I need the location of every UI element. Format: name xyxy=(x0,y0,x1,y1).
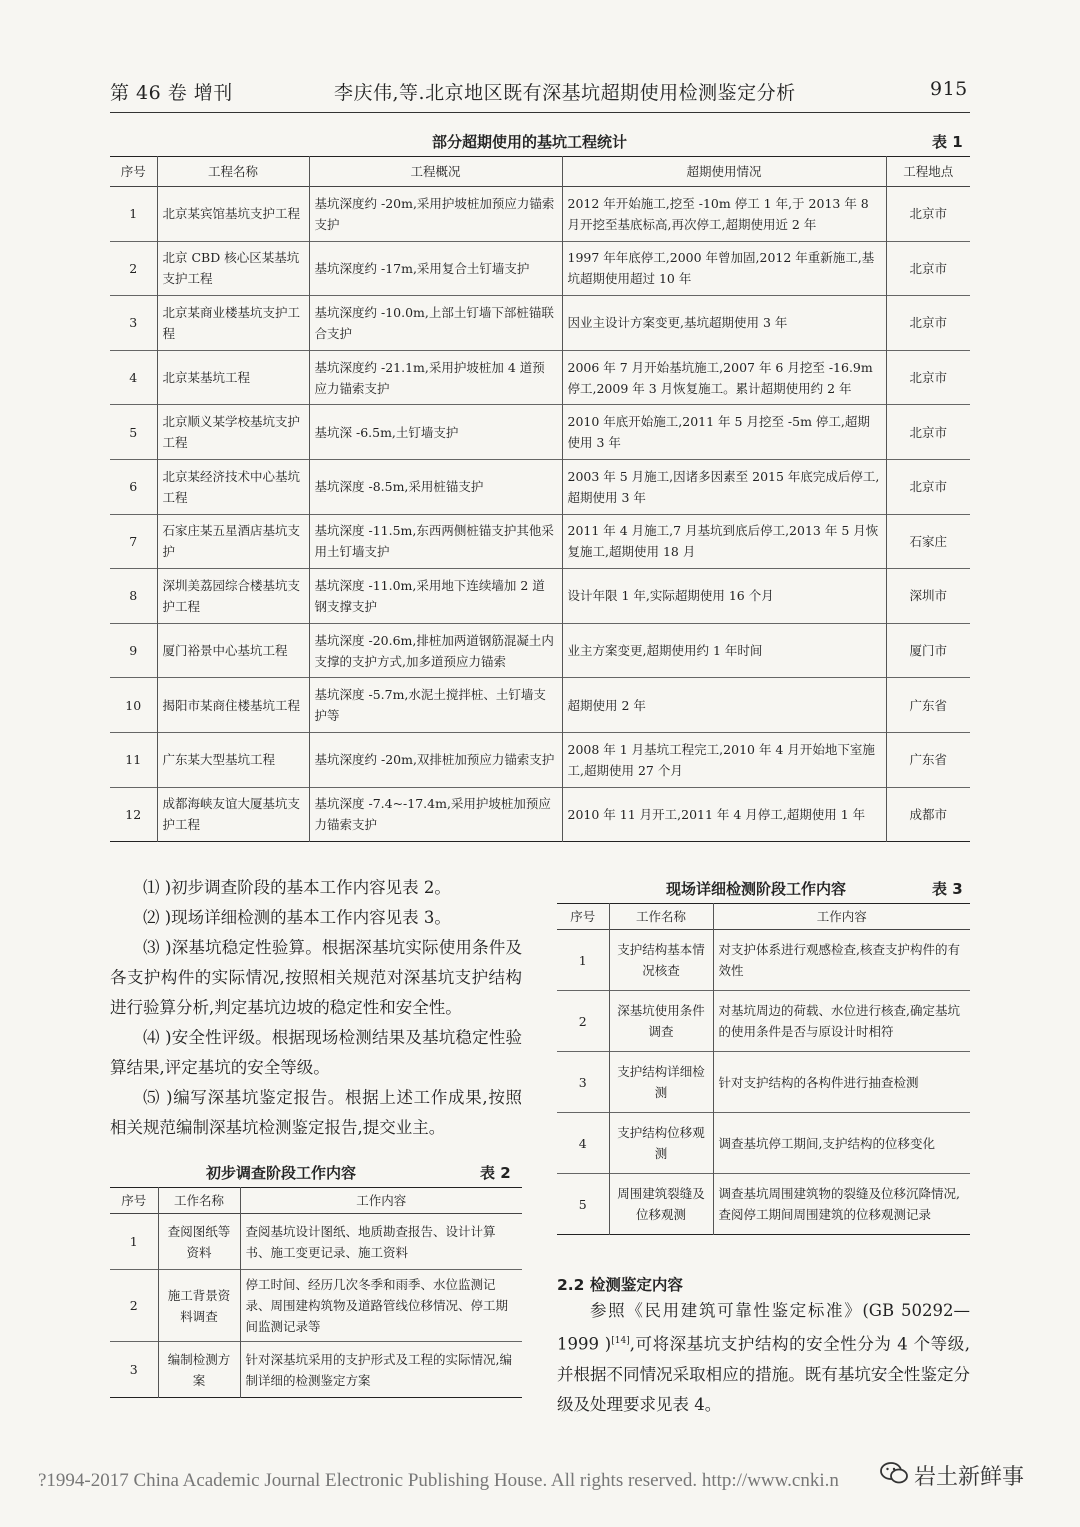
cell-name: 施工背景资料调查 xyxy=(158,1270,240,1342)
table2-label: 表 2 xyxy=(480,1164,511,1182)
table-row xyxy=(110,296,970,351)
table2 xyxy=(110,1187,522,1398)
cell-content: 停工时间、经历几次冬季和雨季、水位监测记录、周围建构筑物及道路管线位移情况、停工期间监测记录等 xyxy=(240,1270,522,1342)
table-row xyxy=(110,623,970,678)
cell-name: 支护结构详细检测 xyxy=(609,1052,713,1113)
col-header: 序号 xyxy=(110,157,157,187)
cell-place: 北京市 xyxy=(886,241,970,296)
cell-name: 北京某基坑工程 xyxy=(157,350,309,405)
cell-no: 3 xyxy=(110,296,157,351)
cell-name: 成都海峡友谊大厦基坑支护工程 xyxy=(157,787,309,842)
col-header: 工程名称 xyxy=(157,157,309,187)
wechat-icon xyxy=(880,1461,908,1491)
cell-name: 广东某大型基坑工程 xyxy=(157,732,309,787)
cell-name: 北京顺义某学校基坑支护工程 xyxy=(157,405,309,460)
cell-overview: 基坑深度约 -20m,双排桩加预应力锚索支护 xyxy=(309,732,562,787)
cell-content: 针对深基坑采用的支护形式及工程的实际情况,编制详细的检测鉴定方案 xyxy=(240,1342,522,1398)
page-number: 915 xyxy=(930,78,968,100)
journal-volume: 第 46 卷 增刊 xyxy=(110,82,233,104)
cell-name: 北京某宾馆基坑支护工程 xyxy=(157,187,309,242)
cell-name: 周围建筑裂缝及位移观测 xyxy=(609,1174,713,1235)
cell-no: 10 xyxy=(110,678,157,733)
table-row xyxy=(110,1270,522,1342)
section-text-1: 参照《民用建筑可靠性鉴定标准》(GB 50292—1999 ) xyxy=(557,1301,970,1354)
cell-no: 6 xyxy=(110,459,157,514)
list-item-3: ⑶ )深基坑稳定性验算。根据深基坑实际使用条件及各支护构件的实际情况,按照相关规范对深基坑支护结构进行验算分析,判定基坑边坡的稳定性和安全性。 xyxy=(110,938,522,1017)
table1-label: 表 1 xyxy=(932,133,963,151)
table-row xyxy=(110,187,970,242)
cell-place: 厦门市 xyxy=(886,623,970,678)
table1-header-row xyxy=(110,157,970,187)
cell-content: 针对支护结构的各构件进行抽查检测 xyxy=(713,1052,970,1113)
table-row xyxy=(110,459,970,514)
cell-place: 北京市 xyxy=(886,350,970,405)
cell-overview: 基坑深度 -8.5m,采用桩锚支护 xyxy=(309,459,562,514)
cell-overdue: 2011 年 4 月施工,7 月基坑到底后停工,2013 年 5 月恢复施工,超期使用 18 月 xyxy=(562,514,886,569)
table-row xyxy=(110,514,970,569)
section-text-2: ,可将深基坑支护结构的安全性分为 4 个等级,并根据不同情况采取相应的措施。既有基坑安全性鉴定分级及处理要求见表 4。 xyxy=(557,1334,970,1414)
list-item-1: ⑴ )初步调查阶段的基本工作内容见表 2。 xyxy=(143,878,451,897)
cell-overview: 基坑深度 -20.6m,排桩加两道钢筋混凝土内支撑的支护方式,加多道预应力锚索 xyxy=(309,623,562,678)
cell-content: 查阅基坑设计图纸、地质勘查报告、设计计算书、施工变更记录、施工资料 xyxy=(240,1214,522,1270)
cell-overview: 基坑深 -6.5m,土钉墙支护 xyxy=(309,405,562,460)
cell-name: 北京某商业楼基坑支护工程 xyxy=(157,296,309,351)
col-header: 序号 xyxy=(557,904,609,930)
cell-overview: 基坑深度约 -17m,采用复合土钉墙支护 xyxy=(309,241,562,296)
table3 xyxy=(557,903,970,1235)
watermark xyxy=(880,1460,1024,1491)
col-header: 序号 xyxy=(110,1188,158,1214)
table1-caption: 部分超期使用的基坑工程统计 xyxy=(432,133,628,151)
table-row xyxy=(557,1174,970,1235)
cell-overdue: 2012 年开始施工,挖至 -10m 停工 1 年,于 2013 年 8 月开挖至基底标高,再次停工,超期使用近 2 年 xyxy=(562,187,886,242)
cell-no: 11 xyxy=(110,732,157,787)
cell-overview: 基坑深度约 -10.0m,上部土钉墙下部桩锚联合支护 xyxy=(309,296,562,351)
table-row xyxy=(110,1342,522,1398)
table2-header-row xyxy=(110,1188,522,1214)
cell-name: 深基坑使用条件调查 xyxy=(609,991,713,1052)
cell-name: 北京某经济技术中心基坑工程 xyxy=(157,459,309,514)
cell-no: 2 xyxy=(557,991,609,1052)
cell-place: 北京市 xyxy=(886,405,970,460)
cell-place: 成都市 xyxy=(886,787,970,842)
cell-overdue: 2008 年 1 月基坑工程完工,2010 年 4 月开始地下室施工,超期使用 27 个月 xyxy=(562,732,886,787)
cell-overdue: 1997 年年底停工,2000 年曾加固,2012 年重新施工,基坑超期使用超过 10 年 xyxy=(562,241,886,296)
table-row xyxy=(110,1214,522,1270)
cell-overdue: 超期使用 2 年 xyxy=(562,678,886,733)
cell-name: 石家庄某五星酒店基坑支护 xyxy=(157,514,309,569)
cell-overdue: 2010 年 11 月开工,2011 年 4 月停工,超期使用 1 年 xyxy=(562,787,886,842)
cell-content: 调查基坑停工期间,支护结构的位移变化 xyxy=(713,1113,970,1174)
cell-place: 北京市 xyxy=(886,459,970,514)
col-header: 工作内容 xyxy=(240,1188,522,1214)
table-row xyxy=(557,1052,970,1113)
cell-place: 石家庄 xyxy=(886,514,970,569)
section-heading: 2.2 检测鉴定内容 xyxy=(557,1276,683,1294)
table-row xyxy=(110,241,970,296)
cell-no: 9 xyxy=(110,623,157,678)
table-row xyxy=(557,930,970,991)
cell-overview: 基坑深度 -5.7m,水泥土搅拌桩、土钉墙支护等 xyxy=(309,678,562,733)
left-paragraphs xyxy=(110,873,522,1143)
copyright-footer: ?1994-2017 China Academic Journal Electronic Publishing House. All rights reserved. http://www.cnki.n xyxy=(38,1470,839,1491)
cell-place: 广东省 xyxy=(886,732,970,787)
cell-no: 12 xyxy=(110,787,157,842)
cell-overdue: 因业主设计方案变更,基坑超期使用 3 年 xyxy=(562,296,886,351)
cell-overdue: 业主方案变更,超期使用约 1 年时间 xyxy=(562,623,886,678)
col-header: 超期使用情况 xyxy=(562,157,886,187)
cell-no: 4 xyxy=(557,1113,609,1174)
col-header: 工程地点 xyxy=(886,157,970,187)
cell-place: 北京市 xyxy=(886,296,970,351)
table3-header-row xyxy=(557,904,970,930)
cell-no: 3 xyxy=(110,1342,158,1398)
table-row xyxy=(110,405,970,460)
cell-name: 北京 CBD 核心区某基坑支护工程 xyxy=(157,241,309,296)
cell-no: 1 xyxy=(110,187,157,242)
cell-no: 5 xyxy=(110,405,157,460)
cell-no: 5 xyxy=(557,1174,609,1235)
citation[interactable]: [14] xyxy=(611,1336,630,1346)
cell-overdue: 设计年限 1 年,实际超期使用 16 个月 xyxy=(562,569,886,624)
cell-overview: 基坑深度 -7.4~-17.4m,采用护坡桩加预应力锚索支护 xyxy=(309,787,562,842)
cell-overview: 基坑深度约 -20m,采用护坡桩加预应力锚索支护 xyxy=(309,187,562,242)
cell-overview: 基坑深度 -11.0m,采用地下连续墙加 2 道钢支撑支护 xyxy=(309,569,562,624)
watermark-text: 岩土新鲜事 xyxy=(914,1465,1025,1490)
cell-no: 8 xyxy=(110,569,157,624)
cell-name: 深圳美荔园综合楼基坑支护工程 xyxy=(157,569,309,624)
table-row xyxy=(110,678,970,733)
col-header: 工作名称 xyxy=(609,904,713,930)
table3-caption: 现场详细检测阶段工作内容 xyxy=(666,880,847,898)
cell-overdue: 2003 年 5 月施工,因诸多因素至 2015 年底完成后停工,超期使用 3 年 xyxy=(562,459,886,514)
table-row xyxy=(110,787,970,842)
cell-place: 深圳市 xyxy=(886,569,970,624)
list-item-2: ⑵ )现场详细检测的基本工作内容见表 3。 xyxy=(143,908,451,927)
cell-content: 对支护体系进行观感检查,核查支护构件的有效性 xyxy=(713,930,970,991)
section-body xyxy=(557,1296,970,1420)
col-header: 工作内容 xyxy=(713,904,970,930)
table-row xyxy=(110,732,970,787)
cell-place: 广东省 xyxy=(886,678,970,733)
running-title: 李庆伟,等.北京地区既有深基坑超期使用检测鉴定分析 xyxy=(334,82,796,104)
table-row xyxy=(557,1113,970,1174)
cell-no: 1 xyxy=(557,930,609,991)
cell-overdue: 2010 年底开始施工,2011 年 5 月挖至 -5m 停工,超期使用 3 年 xyxy=(562,405,886,460)
cell-place: 北京市 xyxy=(886,187,970,242)
table-row xyxy=(110,569,970,624)
section-paragraph xyxy=(557,1296,970,1420)
cell-content: 对基坑周边的荷载、水位进行核查,确定基坑的使用条件是否与原设计时相符 xyxy=(713,991,970,1052)
cell-overdue: 2006 年 7 月开始基坑施工,2007 年 6 月挖至 -16.9m 停工,2009 年 3 月恢复施工。累计超期使用约 2 年 xyxy=(562,350,886,405)
list-item-4: ⑷ )安全性评级。根据现场检测结果及基坑稳定性验算结果,评定基坑的安全等级。 xyxy=(110,1028,522,1077)
table1 xyxy=(110,156,970,842)
cell-overview: 基坑深度约 -21.1m,采用护坡桩加 4 道预应力锚索支护 xyxy=(309,350,562,405)
cell-content: 调查基坑周围建筑物的裂缝及位移沉降情况,查阅停工期间周围建筑的位移观测记录 xyxy=(713,1174,970,1235)
table-row xyxy=(110,350,970,405)
table-row xyxy=(557,991,970,1052)
cell-overview: 基坑深度 -11.5m,东西两侧桩锚支护其他采用土钉墙支护 xyxy=(309,514,562,569)
col-header: 工作名称 xyxy=(158,1188,240,1214)
cell-no: 3 xyxy=(557,1052,609,1113)
cell-name: 编制检测方案 xyxy=(158,1342,240,1398)
cell-name: 支护结构位移观测 xyxy=(609,1113,713,1174)
table3-label: 表 3 xyxy=(932,880,963,898)
header-rule xyxy=(110,112,970,113)
cell-no: 2 xyxy=(110,1270,158,1342)
cell-name: 支护结构基本情况核查 xyxy=(609,930,713,991)
table2-caption: 初步调查阶段工作内容 xyxy=(206,1164,357,1182)
cell-no: 4 xyxy=(110,350,157,405)
list-item-5: ⑸ )编写深基坑鉴定报告。根据上述工作成果,按照相关规范编制深基坑检测鉴定报告,提交业主。 xyxy=(110,1088,522,1137)
cell-name: 查阅图纸等资料 xyxy=(158,1214,240,1270)
cell-name: 揭阳市某商住楼基坑工程 xyxy=(157,678,309,733)
cell-no: 7 xyxy=(110,514,157,569)
cell-no: 2 xyxy=(110,241,157,296)
cell-no: 1 xyxy=(110,1214,158,1270)
cell-name: 厦门裕景中心基坑工程 xyxy=(157,623,309,678)
col-header: 工程概况 xyxy=(309,157,562,187)
